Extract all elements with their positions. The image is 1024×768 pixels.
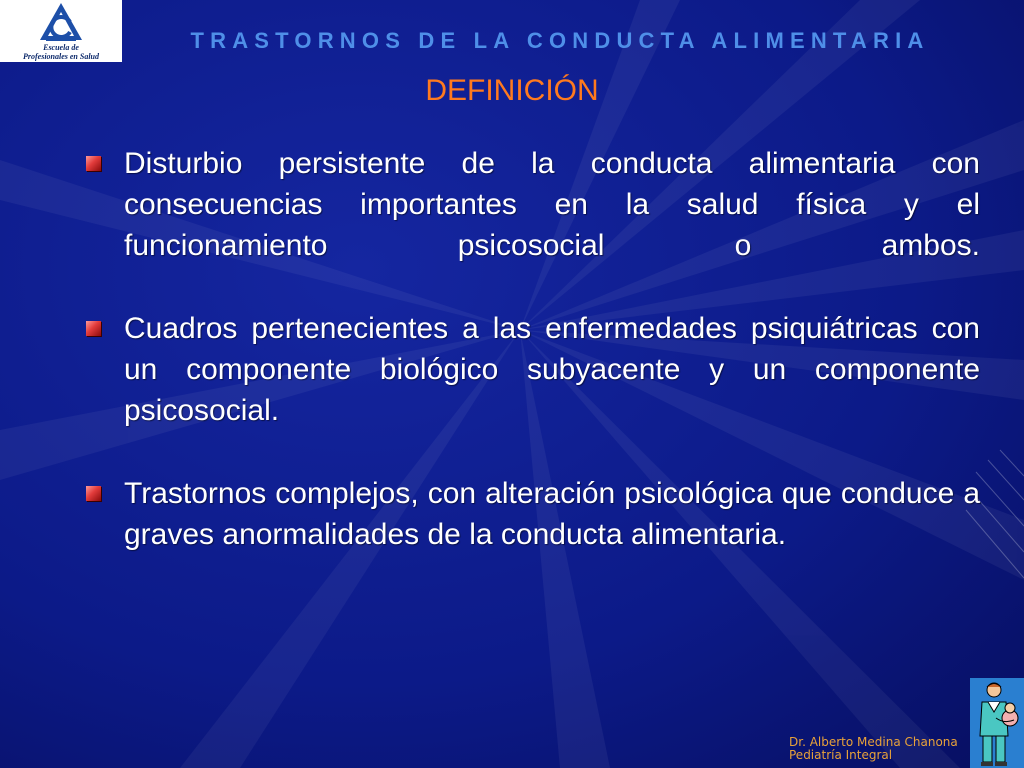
square-bullet-icon [86,486,101,501]
bullet-text: Cuadros pertenecientes a las enfermedades psiquiátricas con un componente biológico subyacente y un componente psicosocial. [124,312,980,427]
square-bullet-icon [86,156,101,171]
logo-line-1: Escuela de [43,43,79,52]
bullet-text: Trastornos complejos, con alteración psicológica que conduce a graves anormalidades de la conducta alimentaria. [124,477,980,551]
bullet-item [84,308,980,431]
course-name: Pediatría Integral [789,748,893,762]
doctor-with-baby-icon [970,678,1024,768]
author-name: Dr. Alberto Medina Chanona [789,735,958,749]
bullet-item [84,473,980,555]
bullet-list [84,143,980,597]
school-logo [0,0,122,62]
square-bullet-icon [86,321,101,336]
section-subtitle: DEFINICIÓN [425,74,599,107]
logo-text [0,43,122,61]
logo-line-2: Profesionales en Salud [22,52,99,61]
bullet-item [84,143,980,266]
logo-emblem-icon [0,0,122,44]
footer-credit [789,736,958,762]
bullet-text: Disturbio persistente de la conducta alimentaria con consecuencias importantes en la salud física y el funcionamiento psicosocial o ambos. [124,147,980,262]
doctor-clipart [970,678,1024,768]
page-title: TRASTORNOS DE LA CONDUCTA ALIMENTARIA [190,28,930,53]
